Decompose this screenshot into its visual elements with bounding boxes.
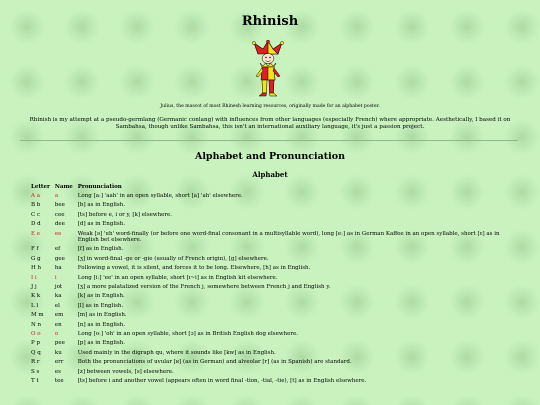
name-cell: tee [54,378,64,385]
table-row [28,311,523,320]
name-cell: o [54,331,59,337]
jester-mascot-image [250,40,286,100]
letter-cell: K k [31,293,41,300]
pronunciation-cell: Long [aː] 'aah' in an open syllable, short [a] 'ah' elsewhere. [77,192,243,199]
pronunciation-cell: [b] as in English. [77,202,125,209]
name-cell: ka [54,293,62,300]
name-cell: jot [54,283,63,290]
intro-paragraph: Rhinish is my attempt at a pseudo-germlang (Germanic conlang) with influences from other languages (especially French) where appropriate. Aesthetically, I based it on Sambahsa, though unlike Sambahsa, this isn't an international auxiliary language, it's just a passion project. [29,117,511,130]
pronunciation-cell: Long [iː] 'ee' in an open syllable, short [ɪ~i] as in English kit elsewhere. [77,274,278,281]
pronunciation-cell: [ʒ] a more palatalized version of the French j, somewhere between French j and English y. [77,283,331,290]
name-cell: dee [54,221,65,228]
section-heading: Alphabet and Pronunciation [194,151,346,162]
pronunciation-cell: [ʒ] in word-final -ge or -gie (usually of French origin), [g] elsewhere. [77,255,269,262]
table-row [28,210,523,219]
letter-cell: C c [31,211,41,218]
letter-cell: A a [31,192,40,199]
pronunciation-cell: [l] as in English. [77,302,124,309]
letter-cell: D d [31,221,41,228]
column-header-name: Name [54,184,73,190]
letter-cell: J j [31,283,37,290]
table-row [28,264,523,273]
letter-cell: P p [31,340,40,347]
name-cell: a [54,192,59,199]
pronunciation-cell: [p] as in English. [77,340,125,347]
letter-cell: T t [31,378,39,385]
letter-cell: S s [31,368,40,375]
pronunciation-cell: [n] as in English. [77,321,125,328]
name-cell: en [54,321,62,328]
letter-cell: F f [31,246,39,253]
pronunciation-cell: [d] as in English. [77,221,125,228]
subsection-heading: Alphabet [252,170,288,179]
table-row [28,191,523,200]
divider [20,140,518,141]
pronunciation-cell: [z] between vowels, [s] elsewhere. [77,368,174,375]
table-row [28,339,523,348]
name-cell: ee [54,230,62,237]
table-row [28,282,523,291]
letter-cell: G g [31,255,41,262]
table-row [28,358,523,367]
table-row [28,367,523,376]
table-row [28,273,523,282]
table-row [28,330,523,339]
name-cell: ku [54,349,62,356]
name-cell: bee [54,202,65,209]
pronunciation-cell: [ts] before e, i or y, [k] elsewhere. [77,211,173,218]
letter-cell: B b [31,202,41,209]
table-header-row [28,184,523,191]
letter-cell: O o [31,331,41,337]
pronunciation-cell: [k] as in English. [77,293,125,300]
pronunciation-cell: [m] as in English. [77,312,127,319]
table-row [28,220,523,229]
letter-cell: H h [31,265,42,272]
name-cell: pee [54,340,65,347]
letter-cell: L l [31,302,39,309]
table-row [28,348,523,357]
alphabet-table [28,184,523,386]
name-cell: i [54,274,57,281]
name-cell: ha [54,265,62,272]
letter-cell: N n [31,321,42,328]
pronunciation-cell: [ts] before i and another vowel (appears often in word final -tion, -tial, -tie), [t] as in English elsewhere. [77,378,367,385]
pronunciation-cell: [f] as in English. [77,246,124,253]
letter-cell: M m [31,312,44,319]
column-header-letter: Letter [31,184,50,190]
letter-cell: E e [31,230,41,237]
name-cell: cee [54,211,65,218]
table-row [28,320,523,329]
name-cell: err [54,359,64,366]
page-title: Rhinish [241,14,299,29]
name-cell: gee [54,255,65,262]
name-cell: ef [54,246,61,253]
table-row [28,301,523,310]
letter-cell: I i [31,274,37,281]
table-row [28,292,523,301]
alphabet-table-body [28,191,523,386]
pronunciation-cell: Long [oː] 'oh' in an open syllable, short [ɔ] as in British English dog elsewhere. [77,331,298,337]
table-row [28,229,523,245]
table-row [28,254,523,263]
mascot-caption: Julius, the mascot of most Rhinesh learning resources, originally made for an alphabet poster. [160,104,380,109]
table-row [28,377,523,386]
name-cell: em [54,312,64,319]
pronunciation-cell: Following a vowel, it is silent, and forces it to be long. Elsewhere, [h] as in English. [77,265,311,272]
letter-cell: R r [31,359,40,366]
column-header-pronunciation: Pronunciation [77,184,122,190]
pronunciation-cell: Weak [ə] 'uh' word-finally (or before one word-final consonant in a multisyllable word), long [eː] as in German Kaffee in an open syllable, short [ɛ] as in English bet elsewhere. [77,230,500,243]
table-row [28,201,523,210]
pronunciation-cell: Both the pronunciations of uvular [ʁ] (as in German) and alveolar [r] (as in Spanish) are standard. [77,359,352,366]
pronunciation-cell: Used mainly in the digraph qu, where it sounds like [kw] as in English. [77,349,276,356]
name-cell: es [54,368,61,375]
letter-cell: Q q [31,349,41,356]
table-row [28,245,523,254]
name-cell: el [54,302,60,309]
